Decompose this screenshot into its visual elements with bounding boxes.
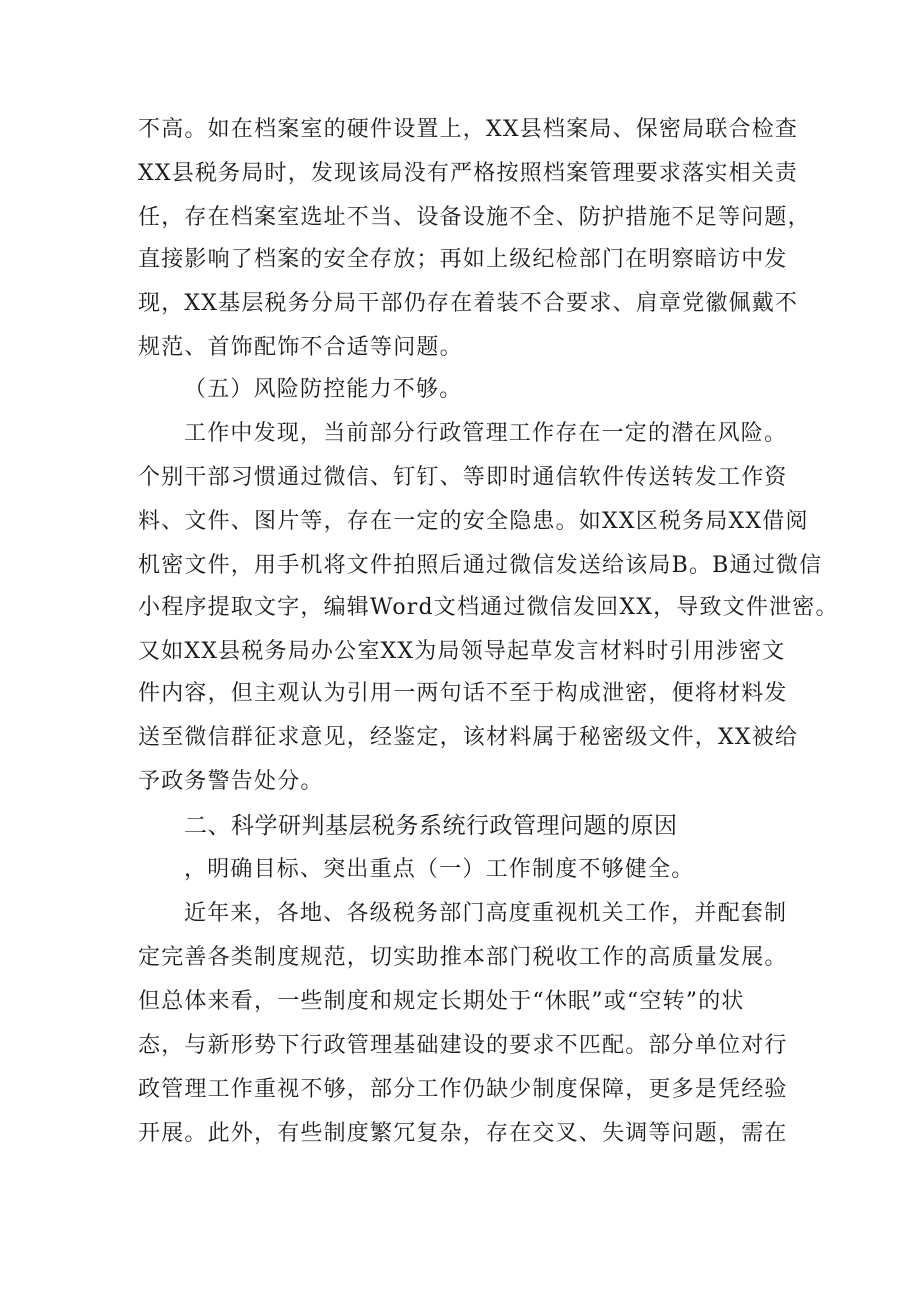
body-text-line: XX县税务局时，发现该局没有严格按照档案管理要求落实相关责: [138, 161, 799, 186]
body-text-line: 件内容，但主观认为引用一两句话不至于构成泄密，便将材料发: [138, 681, 788, 706]
body-text-line: 又如XX县税务局办公室XX为局领导起草发言材料时引用涉密文: [138, 639, 786, 664]
body-text-line: 开展。此外，有些制度繁冗复杂，存在交叉、失调等问题，需在: [138, 1121, 788, 1146]
body-text-line: 定完善各类制度规范，切实助推本部门税收工作的高质量发展。: [138, 945, 788, 970]
body-text-line: 规范、首饰配饰不合适等问题。: [138, 335, 463, 360]
section-heading: 二、科学研判基层税务系统行政管理问题的原因: [184, 813, 678, 839]
body-text-line: 但总体来看，一些制度和规定长期处于“休眠”或“空转”的状: [138, 989, 745, 1014]
body-text-line: 现，XX基层税务分局干部仍存在着装不合要求、肩章党徽佩戴不: [138, 291, 799, 316]
body-text-line: 不高。如在档案室的硬件设置上，XX县档案局、保密局联合检查: [138, 117, 799, 142]
paragraph-first-line: 工作中发现，当前部分行政管理工作存在一定的潜在风险。: [184, 421, 788, 446]
body-text-line: 机密文件，用手机将文件拍照后通过微信发送给该局B。B通过微信: [138, 553, 823, 578]
body-text-line: 料、文件、图片等，存在一定的安全隐患。如XX区税务局XX借阅: [138, 509, 809, 534]
subsection-heading: ，明确目标、突出重点（一）工作制度不够健全。: [184, 857, 695, 882]
body-text-line: 予政务警告处分。: [138, 769, 324, 794]
body-text-line: 直接影响了档案的安全存放；再如上级纪检部门在明察暗访中发: [138, 247, 788, 272]
subsection-heading: （五）风险防控能力不够。: [184, 377, 463, 402]
body-text-line: 态，与新形势下行政管理基础建设的要求不匹配。部分单位对行: [138, 1033, 788, 1058]
body-text-line: 小程序提取文字，编辑Word文档通过微信发回XX，导致文件泄密。: [138, 595, 839, 620]
body-text-line: 个别干部习惯通过微信、钉钉、等即时通信软件传送转发工作资: [138, 465, 788, 490]
body-text-line: 送至微信群征求意见，经鉴定，该材料属于秘密级文件，XX被给: [138, 725, 799, 750]
body-text-line: 政管理工作重视不够，部分工作仍缺少制度保障，更多是凭经验: [138, 1077, 788, 1102]
body-text-line: 任，存在档案室选址不当、设备设施不全、防护措施不足等问题，: [138, 205, 811, 230]
paragraph-first-line: 近年来，各地、各级税务部门高度重视机关工作，并配套制: [184, 901, 788, 926]
